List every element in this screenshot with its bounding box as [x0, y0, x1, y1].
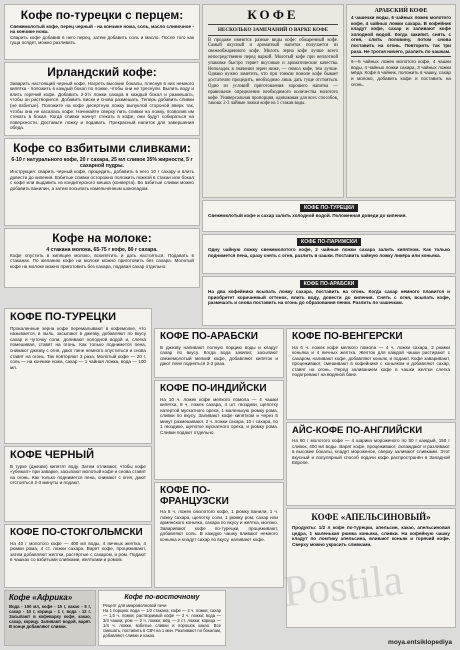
clipping-arabic-side — [346, 4, 456, 198]
clipping-eastern — [98, 590, 226, 646]
clipping-irish — [4, 62, 200, 136]
recipe-title: Кофе на молоке: — [52, 231, 152, 245]
recipe-title — [208, 280, 450, 288]
clipping-arabic-big — [154, 328, 284, 378]
recipe-text: Продукты: 1/2 л кофе по-турецки, апельсин, какао, апельсиновая цедра, 1 маленькая рюмка коньяка, сливки. На кофейную чашку кладут по ломтику апельсина, вливают коньяк и горячий кофе. Сверху можно украсить сливками. — [292, 525, 450, 547]
recipe-title: КОФЕ «АПЕЛЬСИНОВЫЙ» — [311, 512, 431, 522]
recipe-subtitle: Рецепт для микроволновой печи — [103, 603, 167, 609]
recipe-text: Заварить настоящий черный кофе. Нагреть высокие бокалы, плеснув в них немного кипятка - положить в каждый бокал по ложке, чтобы они не треснули. Вылить воду и влить горячий кофе. Добавить 2-2½ ложки сахара в каждый бокал и размешать, чтобы он растворился. Добавить виски и снова размешать. Теперь добавить сливки (не взбитые). Положите на кофе десертную ложку выпуклой стороной вверх так, чтобы она не касалась кофе. Начинайте сверху лить сливки на ложку, позволив им стекать в бокал. Когда сливки начнут стекать в кофе, они будут собираться на поверхности. Доставьте ложку и подавать. Прекрасный напиток для завершения обеда. — [10, 80, 194, 131]
clipping-milk — [4, 228, 200, 288]
recipe-title — [208, 238, 450, 246]
recipe-text: Кофе опустить в кипящее молоко, вскипятить и дать настояться. Подавать в стаканах. По желанию кофе на молоке можно приготовить без сахара. Молотый кофе на молоке можно приготовить без сахара, подавая сахар отдельно. — [10, 252, 194, 269]
clipping-indian — [154, 380, 284, 480]
watermark-text: Postila — [280, 554, 406, 617]
recipe-text: Прокаленные зерна кофе перемалывают в кофемолке, что называется, в пыль, засыпают в джезву, добавляют по вкусу сахар и чуточку соли, доливают холодной водой и, слегка помешивая, ставят на огонь. Как только поднимется пена, снимают джезву с огня, дают пене немного опуститься и снова ставят на огонь. Так повторяют 3 раза. Молотый кофе — 20 г, соль — на кончике ножа, сахар — 1 чайная ложка, вода — 100 мл. — [10, 325, 146, 370]
clipping-orange — [286, 508, 456, 628]
clipping-english — [286, 422, 456, 506]
recipe-title: КОФЕ ПО-АРАБСКИ — [160, 331, 258, 342]
recipe-title: Кофе «Африка» — [9, 593, 73, 602]
recipe-title: АЙС-КОФЕ ПО-АНГЛИЙСКИ — [292, 425, 423, 436]
recipe-text-2: 6—5 чайных ложек молотого кофе, 4 чашки воды, 4 чайных ложки сахара, 3 чайных ложки мёда. Кофе в чайник, положить в чашку, сахар и молоко, добавить кофе и поставить на огонь. — [351, 59, 451, 87]
recipe-text: Свежемолотый кофе и сахар залить холодной водой. Положенная доведи до кипения. — [208, 213, 407, 218]
recipe-text: На 10 ч. ложек кофе мелкого помола — 4 чашки кипятка, 8 ч. ложек сахара, 4 шт. гвоздики, щепотку натертой мускатного ореха, 1 маленькую рюмку рома, сливки по вкусу. Заливают кофе кипятком и через 5 минут размешивают. 2 ч. ложки сахара, 10 г сахара, по 1 гвоздике, щепотке мускатного ореха, и рюмку рома. Сливки подают отдельно. — [160, 396, 278, 436]
recipe-title: КОФЕ ПО-ТУРЕЦКИ — [10, 311, 117, 323]
recipe-text: В продаже имеются разные виды кофе: обжаренный кофе. Самый вкусный и ароматный напиток получается из свежеобжаренного кофе. Молоть зерна кофе лучше всего непосредственно перед варкой. Молотый кофе при неплотной упаковке быстро теряет вкусовые и ароматические качества. Неполадок в значении зерен ниже, — помол кофе, тем лучше. Однако нужно заметить, что при тонком помоле кофе бывает достаточно процедить, необходимо лишь дать гуще отстояться. Одно из условий приготовления хорошего напитка — правильное определение необходимого количества молотого кофе. Универсальная пропорция, одинаковая для всех способов, такова: 2-3 чайные ложки кофе на 1 стакан воды. — [208, 37, 338, 107]
recipe-text: На два кофейника всыпать ложку сахара, поставить на огонь. Когда сахар немного плавится и приобретет коричневый оттенок, влить воду, довести до кипения. Снять с огня, всыпать кофе, размешать и снова поставить на огонь до образования пенки. Разлить по чашечкам. — [208, 289, 450, 306]
clipping-turkish-big — [4, 308, 152, 444]
recipe-text: Сварить кофе добавив в него перец, затем добавить соль и масло. После того как гуща осядет, можно разливать. — [10, 34, 194, 46]
divider — [208, 35, 338, 36]
recipe-title: Кофе со взбитыми сливками: — [13, 141, 191, 155]
recipe-text: На 6 ч. ложек смолотого кофе, 1 рюмку ванили, 1 ч. ложку сахара, щепотку соли, 1 рюмку ром, сахар или армянского коньяка, сахара по вкусу и желтка, молоко. Заваривают кофе по-турецки, процеживают, добавляют соль. В каждую чашку вливают немного коньяка и кладут сахар по вкусу, наливают кофе. — [160, 509, 278, 542]
recipe-title: Кофе по-турецки с перцем: — [20, 8, 184, 22]
clipping-black — [4, 446, 152, 522]
clipping-africa — [4, 590, 96, 646]
clipping-stockholm — [4, 524, 152, 588]
recipe-text: На 60 г молотого кофе — 4 шарика мороженого по 50 г каждый, 150 г сливок, 400 мл воды. Варят кофе, процеживают, охлаждают и разливают в высокие бокалы, кладут мороженое, сверху заливают сливками. Этот вкусный и популярный способ подачи кофе распространён в Западной Европе. — [292, 437, 450, 466]
recipe-text: Вода - 100 мл, кофе - 15 г, какао - 5 г, сахар - 10 г, корица - 1 г, вода - 12 г. Засыпают в кофеварку кофе, какао, сахар, корицу. Заливают водой, варят. В конце добавляют сливки. — [9, 604, 91, 630]
recipe-title-label: КОФЕ ПО-АРАБСКИ — [300, 280, 359, 288]
source-credit: moya.entsiklopediya — [388, 639, 452, 646]
recipe-text: На 6 ч. ложек кофе мелкого помола — 4 ч. ложки сахара, 2 рюмки коньяка и 4 яичных желтка. Желток для каждой чашки растирают с сахаром, наливают кофе, добавляют коньяк, и подают. Кофе заваривают, процеживают, смешивают в кофейнике с коньяком и добавляют сахар, ставят на огонь. Перед заливанием кофе в чашки желтки слегка подогревают на водяной бане. — [292, 344, 450, 378]
recipe-text: На 40 г молотого кофе — 400 мл воды, 4 яичных желтка, 4 рюмки рома, 4 ст. ложки сахара. Варят кофе, процеживают, затем добавляют желтки, растёртые с сахаром, и ром. Подают в чашках со взбитыми сливками, желтками и ромом. — [10, 540, 146, 563]
recipe-ingredients: 6-10 г натурального кофе, 20 г сахара, 25 мл сливок 35% жирности, 5 г сахарной пудры. — [11, 157, 193, 169]
clipping-remarks — [202, 4, 344, 198]
recipe-title-label: КОФЕ ПО-ТУРЕЦКИ — [300, 204, 358, 212]
recipe-title: КОФЕ ЧЕРНЫЙ — [10, 449, 95, 461]
recipe-text: В турке (джезве) кипятят воду. Затем отливают, чтобы кофе «убежал» при заварке, засыпают молотый кофе и снова ставят на огонь. Как только поднимется пена, снимают с огня, дают отстояться 2-3 минуты и подают. — [10, 463, 146, 486]
clipping-whipped — [4, 138, 200, 226]
recipe-title — [208, 204, 450, 212]
recipe-title: Кофе по-восточному — [124, 594, 200, 601]
recipe-title: КОФЕ ПО-СТОКГОЛЬМСКИ — [10, 527, 143, 538]
divider — [208, 24, 338, 25]
divider — [351, 56, 451, 57]
recipe-title: АРАБСКИЙ КОФЕ — [374, 8, 428, 14]
recipe-text: Одну чайную ложку свежемолотого кофе, 2 чайные ложки сахара залить кипятком. Как только поднимется пена, сразу снять с огня, разлить в чашки. Поставить чайную ложку ликёра или коньяка. — [208, 247, 450, 258]
recipe-title-label: КОФЕ ПО-ПАРИЖСКИ — [297, 238, 361, 246]
clipping-hungarian — [286, 328, 456, 420]
recipe-text: Инструкция: сварить черный кофе, процедить, добавить в него 10 г сахару и влить довести до кипения. Взбитые сливки осторожно положить ложкой в стакан или бокал с кофе или выдавить из кондитерского мешка (конверта). Во взбитые сливки можно добавить ванилин, а затем посыпать измельченным шоколадом. — [10, 169, 194, 191]
clipping-french — [154, 482, 284, 588]
clipping-parisian — [202, 234, 456, 274]
recipe-ingredients: Свежемолотый кофе, перец черный - на кончике ножа, соль, масло сливочное - на кончике ножа. — [10, 23, 194, 35]
recipe-text: На 1 порцию: вода — 1/2 стакана; кофе — 2 ч. ложки; сахар — 1,5 ч. ложки; растворимый кофе — 2 ч. ложки; вода — 3/4 чашки; ром — 2 ч. ложки; мёд — 2 ст. ложки; корица — 1/4 ч. ложки, взбитые сливки и порошок какао. Все смешать, поставить в СВЧ на 1 мин. Разливают по бокалам, добавляют сливки и какао. — [103, 608, 221, 639]
recipe-text: 4 чашечки воды, 6 чайных ложек молотого кофе, 4 чайных ложки сахара. В кофейник кладут кофе, сахар и заливают кофе холодной водой. Когда закипит, снять с огня, слить половину, потом снова поставить на огонь. Повторить так три раза. Не трогая ничего, разлить по чашкам. — [351, 15, 451, 54]
recipe-title: КОФЕ ПО-ВЕНГЕРСКИ — [292, 331, 403, 342]
section-header: КОФЕ — [247, 7, 299, 22]
recipe-title: НЕСКОЛЬКО ЗАМЕЧАНИЙ О ВАРКЕ КОФЕ — [217, 26, 329, 33]
recipe-title: Ирландский кофе: — [47, 65, 157, 79]
clipping-turkish-small — [202, 200, 456, 232]
recipe-ingredients: 4 стакана молока, 65-75 г кофе, 80 г сахара. — [46, 246, 158, 253]
clipping-turkish-pepper — [4, 4, 200, 60]
recipe-title: КОФЕ ПО-ИНДИЙСКИ — [160, 383, 267, 394]
recipe-title: КОФЕ ПО-ФРАНЦУЗСКИ — [160, 485, 229, 507]
clipping-arabic-small — [202, 276, 456, 326]
recipe-text: В джезву наливают полную порцию воды и кладут сахар по вкусу. Когда вода закипит, засыпают свежемолотый мелкий кофе, добавляют кипяток и дают пене подняться 2-3 раза. — [160, 344, 278, 367]
